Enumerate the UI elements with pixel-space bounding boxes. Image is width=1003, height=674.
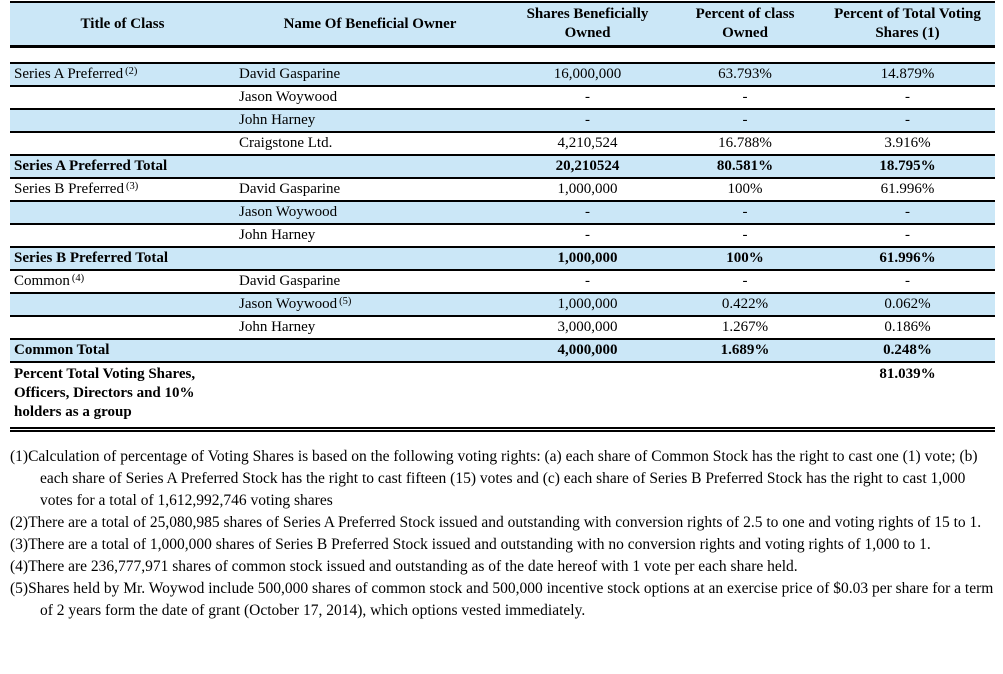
percent-class-cell: 0.422% [670,293,820,316]
footnote-reference: (2) [125,65,138,77]
title-of-class-cell [10,86,235,109]
footnote-marker: (5) [10,580,29,597]
footnote-marker: (1) [10,448,29,465]
percent-voting-cell: 18.795% [820,155,995,178]
percent-class-cell: - [670,201,820,224]
percent-class-cell: 80.581% [670,155,820,178]
percent-class-cell: - [670,224,820,247]
table-row [10,201,995,224]
title-of-class-cell [10,109,235,132]
title-of-class-cell [10,201,235,224]
table-row [10,362,995,430]
shares-owned-cell: - [505,270,670,293]
beneficial-owner-cell: John Harney [235,316,505,339]
footnote-marker: (4) [10,558,29,575]
title-of-class-cell [10,316,235,339]
footnote-text: Shares held by Mr. Woywod include 500,000 shares of common stock and 500,000 incentive stock options at an exercise price of $0.03 per share for a term of 2 years form the date of grant (October 17, 2014), which options vested immediately. [28,580,994,619]
shares-owned-cell: 3,000,000 [505,316,670,339]
shares-owned-cell: 20,210524 [505,155,670,178]
beneficial-owner-cell [235,247,505,270]
percent-voting-cell: - [820,270,995,293]
percent-voting-cell: - [820,86,995,109]
title-of-class-cell [10,132,235,155]
percent-voting-cell: 61.996% [820,178,995,201]
table-row [10,293,995,316]
footnote-marker: (2) [10,514,29,531]
percent-voting-cell: 81.039% [820,362,995,430]
column-header-beneficial-owner: Name Of Beneficial Owner [235,2,505,47]
table-row [10,316,995,339]
shares-owned-cell: 4,210,524 [505,132,670,155]
title-of-class-cell: Series B Preferred $^{(3)}$ [10,178,235,201]
table-row [10,155,995,178]
shares-owned-cell: 1,000,000 [505,293,670,316]
column-header-percent-class-owned: Percent of class Owned [670,2,820,47]
table-row [10,63,995,86]
footnote [10,534,995,556]
footnote-text: Calculation of percentage of Voting Shares is based on the following voting rights: (a) each share of Common Stock has the right to cast one (1) vote; (b) each share of Series A Preferred Stock has the right to cast fifteen (15) votes and (c) each share of Series B Preferred Stock has the right to cast 1,000 votes for a total of 1,612,992,746 voting shares [28,448,978,509]
beneficial-owner-cell [235,155,505,178]
shares-owned-cell: - [505,224,670,247]
table-row [10,132,995,155]
percent-class-cell [670,362,820,430]
percent-class-cell: 100% [670,247,820,270]
footnote [10,578,995,622]
footnote-reference: (3) [125,180,139,192]
beneficial-owner-cell: Craigstone Ltd. [235,132,505,155]
title-of-class-cell: Series A Preferred $^{(2)}$ [10,63,235,86]
beneficial-ownership-table [10,1,995,432]
percent-class-cell: - [670,109,820,132]
title-of-class-cell: Series B Preferred Total [10,247,235,270]
title-of-class-cell: Percent Total Voting Shares, Officers, Directors and 10% holders as a group [10,362,235,430]
footnote-reference: (5) [339,295,352,307]
percent-voting-cell: 0.062% [820,293,995,316]
footnote-marker: (3) [10,536,29,553]
column-header-percent-voting-shares: Percent of Total Voting Shares (1) [820,2,995,47]
column-header-shares-owned: Shares Beneficially Owned [505,2,670,47]
table-row [10,339,995,362]
beneficial-owner-cell: David Gasparine [235,270,505,293]
footnote [10,446,995,512]
beneficial-owner-cell: Jason Woywood [235,86,505,109]
shares-owned-cell: 1,000,000 [505,178,670,201]
footnote-text: There are a total of 1,000,000 shares of Series B Preferred Stock issued and outstanding with no conversion rights and voting rights of 1,000 to 1. [28,536,931,553]
percent-class-cell: 100% [670,178,820,201]
beneficial-owner-cell: Jason Woywood $^{(5)}$ [235,293,505,316]
percent-voting-cell: 0.248% [820,339,995,362]
percent-voting-cell: - [820,224,995,247]
title-of-class-cell [10,293,235,316]
beneficial-owner-cell: Jason Woywood [235,201,505,224]
beneficial-owner-cell: David Gasparine [235,178,505,201]
column-header-title-of-class: Title of Class [10,2,235,47]
percent-class-cell: 16.788% [670,132,820,155]
percent-class-cell: 1.689% [670,339,820,362]
shares-owned-cell: 16,000,000 [505,63,670,86]
percent-class-cell: - [670,270,820,293]
beneficial-owner-cell: David Gasparine [235,63,505,86]
footnote-reference: (4) [71,272,85,284]
title-of-class-cell: Common $^{(4)}$ [10,270,235,293]
footnote [10,556,995,578]
shares-owned-cell: 4,000,000 [505,339,670,362]
table-row [10,86,995,109]
beneficial-owner-cell: John Harney [235,224,505,247]
beneficial-owner-cell: John Harney [235,109,505,132]
table-row [10,270,995,293]
percent-class-cell: - [670,86,820,109]
percent-class-cell: 63.793% [670,63,820,86]
footnote-text: There are 236,777,971 shares of common stock issued and outstanding as of the date hereof with 1 vote per each share held. [28,558,798,575]
percent-voting-cell: - [820,201,995,224]
table-row [10,178,995,201]
shares-owned-cell: - [505,201,670,224]
table-row [10,247,995,270]
footnote [10,512,995,534]
shares-owned-cell: - [505,109,670,132]
percent-voting-cell: 61.996% [820,247,995,270]
table-row [10,224,995,247]
title-of-class-cell: Common Total [10,339,235,362]
table-header-row [10,2,995,47]
percent-voting-cell: - [820,109,995,132]
ownership-table-body [10,2,995,430]
shares-owned-cell: - [505,86,670,109]
percent-voting-cell: 3.916% [820,132,995,155]
table-spacer-row [10,47,995,63]
table-row [10,109,995,132]
shares-owned-cell [505,362,670,430]
beneficial-owner-cell [235,362,505,430]
percent-voting-cell: 0.186% [820,316,995,339]
title-of-class-cell [10,224,235,247]
footnotes-section [10,446,995,622]
footnote-text: There are a total of 25,080,985 shares of Series A Preferred Stock issued and outstanding with conversion rights of 2.5 to one and voting rights of 15 to 1. [28,514,982,531]
shares-owned-cell: 1,000,000 [505,247,670,270]
percent-voting-cell: 14.879% [820,63,995,86]
beneficial-owner-cell [235,339,505,362]
title-of-class-cell: Series A Preferred Total [10,155,235,178]
percent-class-cell: 1.267% [670,316,820,339]
